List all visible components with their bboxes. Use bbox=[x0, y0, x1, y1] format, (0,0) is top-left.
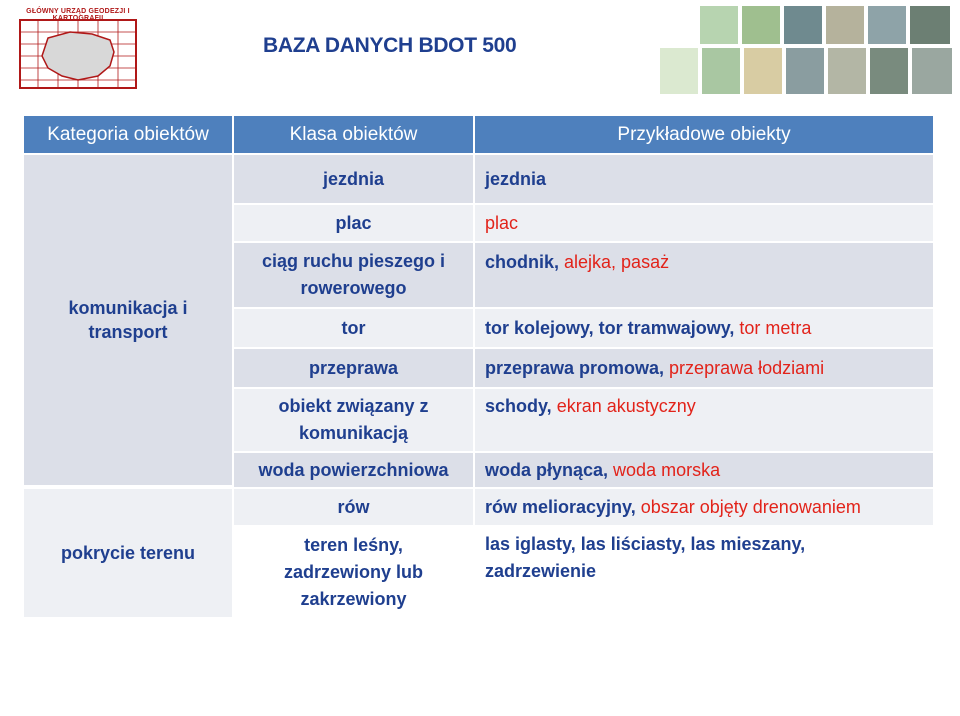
example-bold: tor kolejowy, tor tramwajowy, bbox=[485, 317, 735, 338]
example-cell bbox=[475, 389, 933, 451]
example-rest: woda morska bbox=[608, 459, 721, 480]
example-cell bbox=[475, 243, 933, 307]
class-label: ciąg ruchu pieszego i rowerowego bbox=[261, 251, 446, 298]
example-cell bbox=[475, 349, 933, 387]
objects-table bbox=[22, 114, 935, 619]
logo-text: GŁÓWNY URZĄD GEODEZJI I KARTOGRAFII bbox=[26, 8, 130, 22]
header-examples: Przykładowe obiekty bbox=[475, 116, 933, 153]
example-bold: jezdnia bbox=[485, 168, 547, 189]
table-row bbox=[24, 155, 933, 203]
page-title: BAZA DANYCH BDOT 500 bbox=[263, 34, 517, 57]
example-bold: chodnik, bbox=[485, 252, 560, 272]
example-bold: schody, bbox=[485, 396, 552, 416]
example-cell bbox=[475, 309, 933, 347]
example-bold: woda płynąca, bbox=[485, 459, 609, 480]
poland-map-icon bbox=[18, 18, 138, 90]
example-rest: tor metra bbox=[734, 317, 812, 338]
class-cell: rów bbox=[234, 489, 473, 525]
example-cell bbox=[475, 155, 933, 203]
example-cell bbox=[475, 205, 933, 241]
category-terrain bbox=[24, 489, 232, 617]
class-cell: przeprawa bbox=[234, 349, 473, 387]
example-bold: przeprawa promowa, bbox=[485, 357, 665, 378]
class-label: obiekt związany z komunikacją bbox=[278, 396, 429, 443]
table-header-row bbox=[24, 116, 933, 153]
example-bold: las iglasty, las liściasty, las mieszany, zadrzewienie bbox=[485, 534, 806, 581]
map-mosaic-image bbox=[660, 0, 960, 100]
category-transport bbox=[24, 155, 232, 487]
example-cell bbox=[475, 527, 933, 617]
class-cell bbox=[234, 389, 473, 451]
example-rest: alejka, pasaż bbox=[559, 252, 670, 272]
header-class: Klasa obiektów bbox=[234, 116, 473, 153]
category-label: pokrycie terenu bbox=[60, 543, 196, 563]
gugik-logo bbox=[8, 8, 148, 92]
class-cell: jezdnia bbox=[234, 155, 473, 203]
example-bold: rów melioracyjny, bbox=[485, 496, 636, 517]
example-rest: ekran akustyczny bbox=[551, 396, 696, 416]
class-cell: tor bbox=[234, 309, 473, 347]
category-label: komunikacja i transport bbox=[68, 298, 188, 342]
example-cell bbox=[475, 489, 933, 525]
table-row bbox=[24, 489, 933, 525]
class-cell bbox=[234, 243, 473, 307]
class-cell bbox=[234, 527, 473, 617]
example-rest: obszar objęty drenowaniem bbox=[635, 496, 861, 517]
header-category: Kategoria obiektów bbox=[24, 116, 232, 153]
class-cell: woda powierzchniowa bbox=[234, 453, 473, 487]
example-rest: przeprawa łodziami bbox=[664, 357, 825, 378]
class-cell: plac bbox=[234, 205, 473, 241]
example-cell bbox=[475, 453, 933, 487]
class-label: teren leśny, zadrzewiony lub zakrzewiony bbox=[283, 534, 424, 609]
example-rest: plac bbox=[485, 212, 519, 233]
